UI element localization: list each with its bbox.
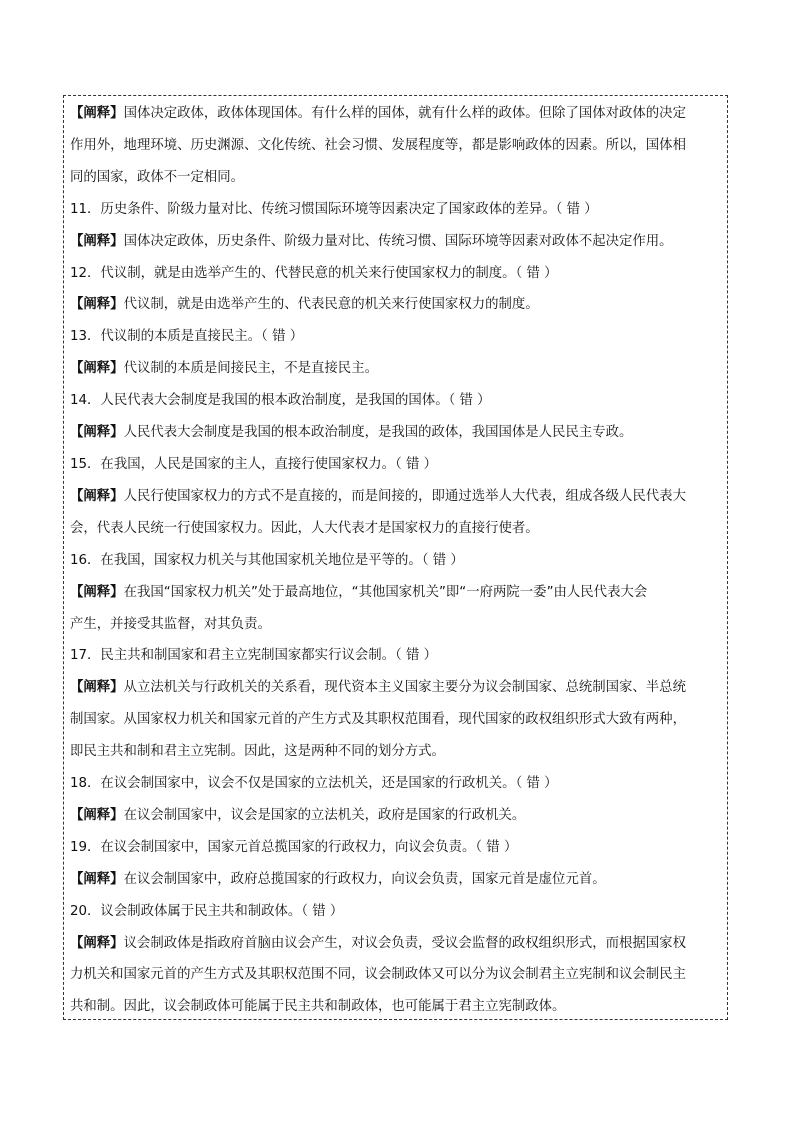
explanation-text: 共和制。因此，议会制政体可能属于民主共和制政体，也可能属于君主立宪制政体。 (70, 999, 566, 1015)
explanation-text: 即民主共和制和君主立宪制。因此，这是两种不同的划分方式。 (70, 744, 445, 760)
explanation-label: 【阐释】 (70, 871, 124, 887)
explanation-line (70, 736, 721, 768)
explanation-line (70, 226, 721, 258)
explanation-paragraph (70, 481, 721, 545)
explanation-line (70, 513, 721, 545)
explanation-text: 同的国家，政体不一定相同。 (70, 169, 245, 185)
explanation-text: 国体决定政体，政体体现国体。有什么样的国体，就有什么样的政体。但除了国体对政体的决定 (123, 106, 686, 121)
explanation-label: 【阐释】 (70, 425, 124, 441)
question-statement: 19．在议会制国家中，国家元首总揽国家的行政权力，向议会负责。（ 错 ） (70, 839, 518, 855)
explanation-paragraph (70, 672, 721, 768)
explanation-line (70, 481, 721, 513)
explanation-text: 作用外，地理环境、历史渊源、文化传统、社会习惯、发展程度等，都是影响政体的因素。所以，国体相 (70, 137, 686, 153)
question-statement: 17．民主共和制国家和君主立宪制国家都实行议会制。（ 错 ） (70, 648, 438, 664)
explanation-text: 在议会制国家中，议会是国家的立法机关，政府是国家的行政机关。 (123, 807, 526, 823)
explanation-text: 代议制的本质是间接民主，不是直接民主。 (123, 361, 378, 377)
explanation-label: 【阐释】 (70, 807, 124, 823)
question-statement: 16．在我国，国家权力机关与其他国家机关地位是平等的。（ 错 ） (70, 552, 464, 568)
content-frame (63, 95, 728, 1020)
explanation-line (70, 991, 721, 1023)
explanation-line (70, 353, 721, 385)
explanation-text: 会，代表人民统一行使国家权力。因此，人大代表才是国家权力的直接行使者。 (70, 520, 539, 536)
explanation-label: 【阐释】 (70, 680, 124, 696)
explanation-label: 【阐释】 (70, 233, 124, 249)
explanation-text: 人民代表大会制度是我国的根本政治制度，是我国的政体，我国国体是人民民主专政。 (123, 425, 633, 441)
explanation-paragraph (70, 928, 721, 1024)
explanation-paragraph (70, 289, 721, 321)
explanation-label: 【阐释】 (70, 106, 124, 121)
content-body (70, 98, 721, 1023)
question-statement: 18．在议会制国家中，议会不仅是国家的立法机关，还是国家的行政机关。（ 错 ） (70, 776, 558, 792)
explanation-line (70, 577, 721, 609)
explanation-line (70, 162, 721, 194)
question-statement: 20．议会制政体属于民主共和制政体。（ 错 ） (70, 903, 344, 919)
explanation-line (70, 289, 721, 321)
explanation-label: 【阐释】 (70, 935, 124, 951)
explanation-line (70, 928, 721, 960)
explanation-text: 制国家。从国家权力机关和国家元首的产生方式及其职权范围看，现代国家的政权组织形式大致有两种， (70, 712, 686, 728)
explanation-text: 国体决定政体，历史条件、阶级力量对比、传统习惯、国际环境等因素对政体不起决定作用。 (123, 233, 673, 249)
explanation-line (70, 864, 721, 896)
question-statement: 14．人民代表大会制度是我国的根本政治制度，是我国的国体。（ 错 ） (70, 393, 491, 409)
explanation-text: 在我国“国家权力机关”处于最高地位，“其他国家机关”即“一府两院一委”由人民代表大会 (123, 584, 648, 600)
explanation-text: 代议制，就是由选举产生的、代表民意的机关来行使国家权力的制度。 (123, 297, 539, 313)
explanation-paragraph (70, 577, 721, 641)
explanation-paragraph (70, 864, 721, 896)
explanation-label: 【阐释】 (70, 488, 124, 504)
explanation-line (70, 417, 721, 449)
explanation-text: 在议会制国家中，政府总揽国家的行政权力，向议会负责，国家元首是虚位元首。 (123, 871, 606, 887)
explanation-paragraph (70, 98, 721, 194)
explanation-line (70, 800, 721, 832)
explanation-line (70, 98, 721, 130)
explanation-text: 产生，并接受其监督，对其负责。 (70, 616, 271, 632)
explanation-label: 【阐释】 (70, 584, 124, 600)
explanation-paragraph (70, 417, 721, 449)
explanation-text: 力机关和国家元首的产生方式及其职权范围不同，议会制政体又可以分为议会制君主立宪制和议会制民主 (70, 967, 686, 983)
explanation-label: 【阐释】 (70, 361, 124, 377)
explanation-text: 人民行使国家权力的方式不是直接的，而是间接的，即通过选举人大代表，组成各级人民代表大 (123, 488, 686, 504)
explanation-paragraph (70, 353, 721, 385)
question-statement: 12．代议制，就是由选举产生的、代替民意的机关来行使国家权力的制度。（ 错 ） (70, 265, 558, 281)
explanation-line (70, 959, 721, 991)
explanation-label: 【阐释】 (70, 297, 124, 313)
explanation-paragraph (70, 226, 721, 258)
question-statement: 15．在我国，人民是国家的主人，直接行使国家权力。（ 错 ） (70, 456, 438, 472)
explanation-text: 议会制政体是指政府首脑由议会产生，对议会负责，受议会监督的政权组织形式，而根据国家权 (123, 935, 686, 951)
explanation-line (70, 672, 721, 704)
question-statement: 13．代议制的本质是直接民主。（ 错 ） (70, 329, 304, 345)
explanation-text: 从立法机关与行政机关的关系看，现代资本主义国家主要分为议会制国家、总统制国家、半总统 (123, 680, 686, 696)
explanation-line (70, 704, 721, 736)
question-statement: 11．历史条件、阶级力量对比、传统习惯国际环境等因素决定了国家政体的差异。（ 错 ） (70, 201, 598, 217)
explanation-paragraph (70, 800, 721, 832)
explanation-line (70, 130, 721, 162)
explanation-line (70, 609, 721, 641)
